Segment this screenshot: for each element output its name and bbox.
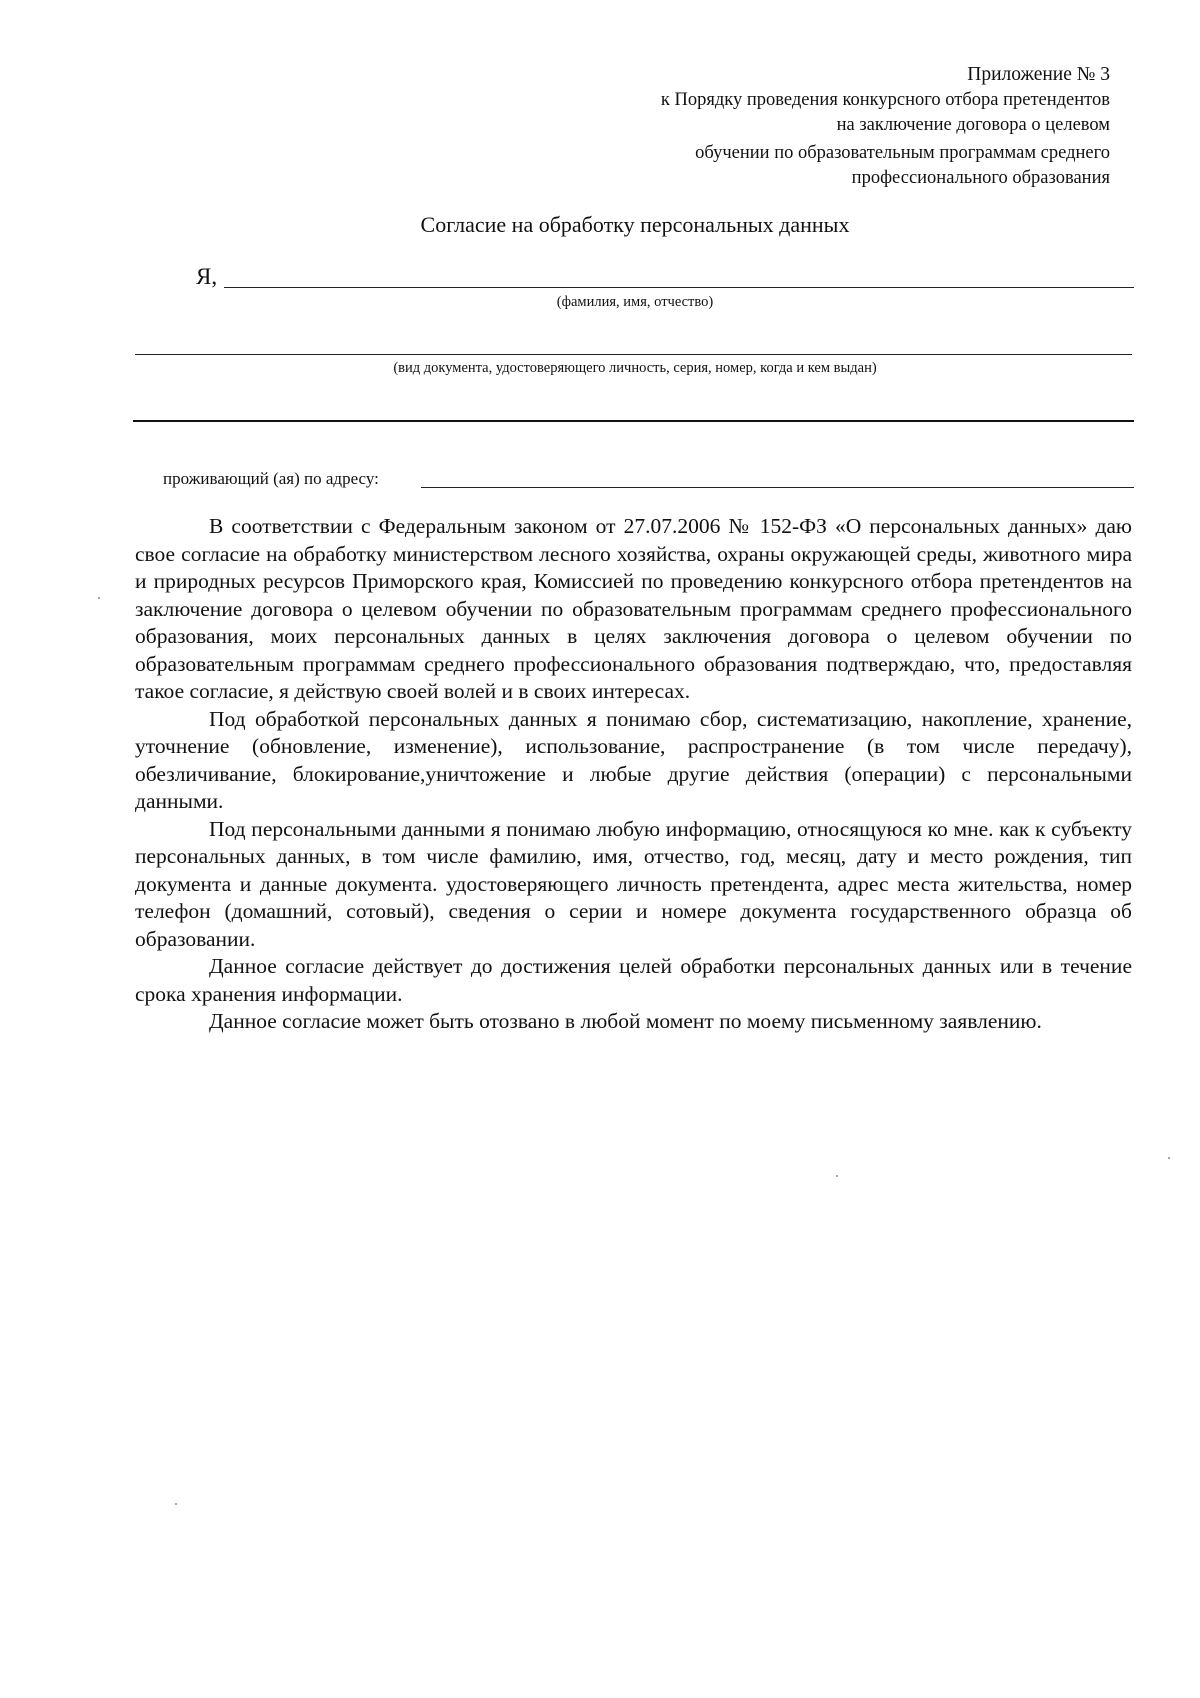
paragraph-law: В соответствии с Федеральным законом от 27.07.2006 № 152-ФЗ «О персональных данных» даю свое согласие на обработку министерством лесного хозяйства, охраны окружающей среды, животного мира и природных ресурсов Приморского края, Комиссией по проведению конкурсного отбора претендентов на заключение договора о целевом обучении по образовательным программам среднего профессионального образования, моих персональных данных в целях заключения договора о целевом обучении по образовательным программам среднего профессионального образования подтверждаю, что, предоставляя такое согласие, я действую своей волей и в своих интересах. — [135, 514, 1132, 703]
document-field-line-2 — [133, 420, 1134, 422]
appendix-line: профессионального образования — [851, 168, 1110, 188]
paragraph-revocation: Данное согласие может быть отозвано в любой момент по моему письменному заявлению. — [209, 1009, 1042, 1033]
fio-row — [196, 264, 1134, 294]
scan-speck — [1168, 1157, 1170, 1159]
address-row — [163, 469, 1134, 495]
document-field-line — [135, 354, 1132, 355]
ya-label: Я, — [196, 264, 218, 289]
appendix-line: обучении по образовательным программам среднего — [695, 142, 1110, 163]
scan-speck — [836, 1175, 838, 1177]
appendix-number: Приложение № 3 — [967, 64, 1110, 85]
consent-body — [135, 513, 1132, 1036]
appendix-header — [661, 62, 1110, 192]
appendix-line: к Порядку проведения конкурсного отбора претендентов — [660, 89, 1110, 110]
paragraph-personal-data: Под персональными данными я понимаю любую информацию, относящуюся ко мне. как к субъекту персональных данных, в том числе фамилию, имя, отчество, год, месяц, дату и место рождения, тип документа и данные документа. удостоверяющего личность претендента, адрес места жительства, номер телефон (домашний, сотовый), сведения о серии и номере документа государственного образца об образовании. — [135, 816, 1132, 951]
paragraph-processing: Под обработкой персональных данных я понимаю сбор, систематизацию, накопление, хранение, уточнение (обновление, изменение), использование, распространение (в том числе передачу), обезличивание, блокирование,уничтожение и любые другие действия (операции) с персональными данными. — [135, 706, 1132, 813]
document-title: Согласие на обработку персональных данных — [420, 212, 850, 237]
address-field-line — [421, 487, 1134, 488]
fio-field-line — [224, 287, 1134, 288]
address-label: проживающий (ая) по адресу: — [163, 469, 379, 488]
document-hint: (вид документа, удостоверяющего личность, серия, номер, когда и кем выдан) — [393, 360, 877, 376]
scan-speck — [175, 1503, 177, 1505]
scan-speck — [98, 597, 100, 599]
appendix-line: на заключение договора о целевом — [836, 115, 1110, 135]
fio-hint: (фамилия, имя, отчество) — [556, 294, 714, 310]
paragraph-validity: Данное согласие действует до достижения целей обработки персональных данных или в течение срока хранения информации. — [135, 954, 1132, 1006]
